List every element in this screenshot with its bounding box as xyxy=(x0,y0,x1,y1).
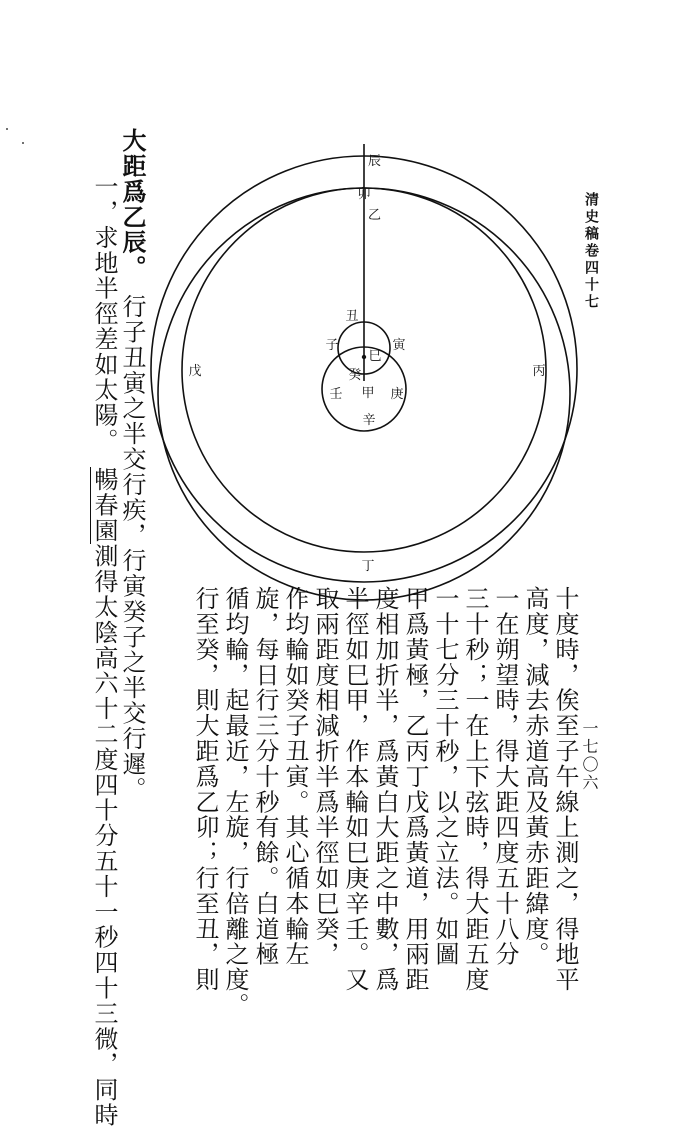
text-column-13: 行至癸，則大距爲乙卯；行至丑，則 xyxy=(191,586,219,993)
book-title: 清史稿卷四十七 xyxy=(583,192,599,311)
result-statement: 大距爲乙辰。 xyxy=(118,128,147,281)
label-wu: 戊 xyxy=(188,364,202,379)
text-column-11: 旋，每日行三分十秒有餘。白道極 xyxy=(251,586,279,967)
text-column-10: 作均輪如癸子丑寅。其心循本輪左 xyxy=(281,586,309,967)
text-column-7: 度相加折半，爲黃白大距之中數，爲 xyxy=(371,586,399,993)
label-mao: 卯 xyxy=(357,187,371,202)
label-bing: 丙 xyxy=(532,364,546,379)
place-name: 暢春園 xyxy=(90,467,118,544)
label-si: 巳 xyxy=(368,349,382,364)
label-ding: 丁 xyxy=(361,559,375,574)
label-yi: 乙 xyxy=(368,208,382,223)
page-number: 一七〇六 xyxy=(580,720,599,792)
label-jia: 甲 xyxy=(361,386,375,401)
label-yin: 寅 xyxy=(392,338,406,353)
text-column-8: 半徑如巳甲，作本輪如巳庚辛壬。又 xyxy=(341,586,369,993)
label-zi: 子 xyxy=(325,338,339,353)
label-gui: 癸 xyxy=(348,368,362,383)
item-heading: 一，求地半徑差如太陽。 xyxy=(90,174,118,454)
text-column-14 xyxy=(118,128,147,803)
label-chen: 辰 xyxy=(368,154,382,169)
text-column-12: 循均輪，起最近，左旋，行倍離之度。 xyxy=(221,586,249,1018)
text-column-4: 三十秒；一在上下弦時，得大距五度 xyxy=(461,586,489,993)
label-chou: 丑 xyxy=(345,309,359,324)
measurement-text: 測得太陰高六十二度四十分五十一秒四十三微，同時 xyxy=(90,543,118,1128)
text-column-15 xyxy=(90,174,116,1128)
text-column-3: 一在朔望時，得大距四度五十八分 xyxy=(491,586,519,967)
text-column-2: 高度，減去赤道高及黃赤距緯度。 xyxy=(521,586,549,967)
label-ren: 壬 xyxy=(329,387,343,402)
text-column-5: 一十七分三十秒，以之立法。如圖 xyxy=(431,586,459,967)
text-column-9: 取兩距度相減折半爲半徑如巳癸， xyxy=(311,586,339,967)
center-point xyxy=(362,355,366,359)
text-column-6: 甲爲黃極，乙丙丁戊爲黃道，用兩距 xyxy=(401,586,429,993)
text-column-1: 十度時，俟至子午線上測之，得地平 xyxy=(551,586,579,993)
label-xin: 辛 xyxy=(362,413,376,428)
motion-statement: 行子丑寅之半交行疾，行寅癸子之半交行遲。 xyxy=(118,294,146,803)
label-geng: 庚 xyxy=(390,387,404,402)
